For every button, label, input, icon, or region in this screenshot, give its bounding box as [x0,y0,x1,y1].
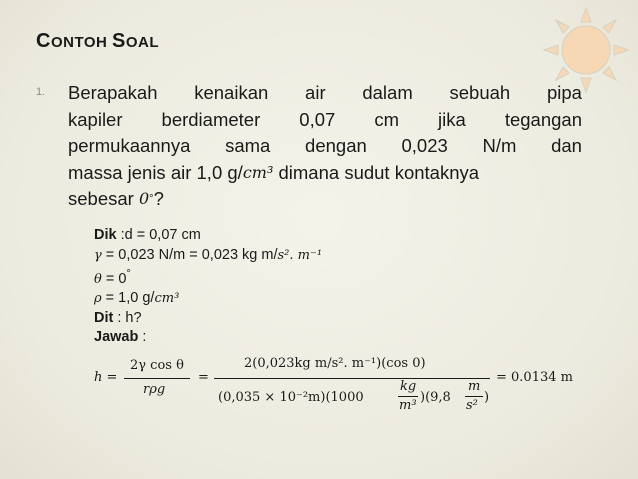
question-line-5 [68,186,582,213]
fraction-bar-2 [214,378,490,379]
question-line-3 [68,133,582,160]
formula-kg: kg [400,379,417,394]
gamma-row [94,246,322,266]
gamma-symbol: γ [94,247,102,263]
jawab-label: Jawab [94,329,139,346]
title-word-ontoh: ONTOH [50,34,113,51]
title-letter-s: S [112,30,126,52]
theta-symbol: θ [94,271,102,287]
answer-block [94,226,322,348]
theta-row [94,265,322,289]
dit-row [94,309,322,329]
formula-num2: 2(0,023kg m/s². m⁻¹)(cos 0) [244,356,426,371]
q-word: dalam [362,82,413,103]
rho-unit: cm³ [154,291,180,307]
formula-den2a: (0,035 × 10⁻²m)(1000 [218,390,364,405]
q-word: air [305,82,326,103]
formula-m3: m³ [399,398,417,413]
dik-d: :d = 0,07 cm [116,227,201,243]
q-text: ? [153,188,164,209]
formula-result: = 0.0134 m [496,370,573,385]
jawab-colon: : [138,329,147,346]
q-word: berdiameter [161,108,261,130]
theta-degree: ° [126,268,131,280]
rho-value: = 1,0 g/ [101,290,155,307]
q-unit: cm³ [242,162,274,182]
question-text [68,80,582,213]
q-word: cm [374,108,399,130]
q-word: jika [438,108,466,130]
q-word: 0,07 [299,108,336,130]
q-word: permukaannya [68,135,191,156]
theta-value: = 0 [101,270,127,287]
q-word: dan [551,135,582,156]
dit-label: Dit [94,309,114,326]
rho-symbol: ρ [94,291,102,307]
q-word: 0,023 [401,135,448,156]
q-text: massa jenis air 1,0 g/ [68,161,243,183]
fraction-bar-m [465,396,483,397]
q-word: pipa [546,82,582,103]
q-text: dimana sudut kontaknya [273,161,480,183]
gamma-unit: s². m⁻¹ [277,247,323,263]
q-degree: ° [149,193,154,205]
q-word: kenaikan [194,82,269,103]
fraction-bar-1 [124,378,190,379]
question-number: 1. [36,86,46,98]
q-word: tegangan [504,108,582,130]
formula-m: m [468,379,481,394]
q-word: dengan [305,135,367,156]
formula-num1: 2γ cos θ [130,358,184,373]
question-line-4 [68,160,582,187]
formula-eq2: = [198,370,209,385]
question-line-2 [68,107,582,134]
formula-den1: rρg [143,382,166,397]
gamma-value: = 0,023 N/m = 0,023 kg m/ [101,246,278,263]
formula-den2c: ) [484,390,490,405]
q-word: Berapakah [68,82,158,103]
formula-h-eq: h = [94,370,118,385]
dik-label: Dik [94,227,117,243]
q-text: sebesar [68,188,139,209]
question-line-1 [68,80,582,107]
q-word: N/m [482,135,517,156]
slide-title [36,30,159,53]
q-word: sama [225,135,271,156]
q-word: sebuah [449,82,511,103]
title-letter-c: C [36,30,51,52]
rho-row [94,289,322,309]
q-word: kapiler [68,108,123,130]
formula-s2: s² [466,398,478,413]
dit-value: : h? [113,309,142,326]
jawab-row [94,328,322,348]
formula-den2b: )(9,8 [420,390,451,405]
formula [94,354,634,416]
title-word-oal: OAL [125,34,160,51]
fraction-bar-kg [398,396,418,397]
q-angle: 0 [138,189,150,208]
dik-row [94,226,322,246]
